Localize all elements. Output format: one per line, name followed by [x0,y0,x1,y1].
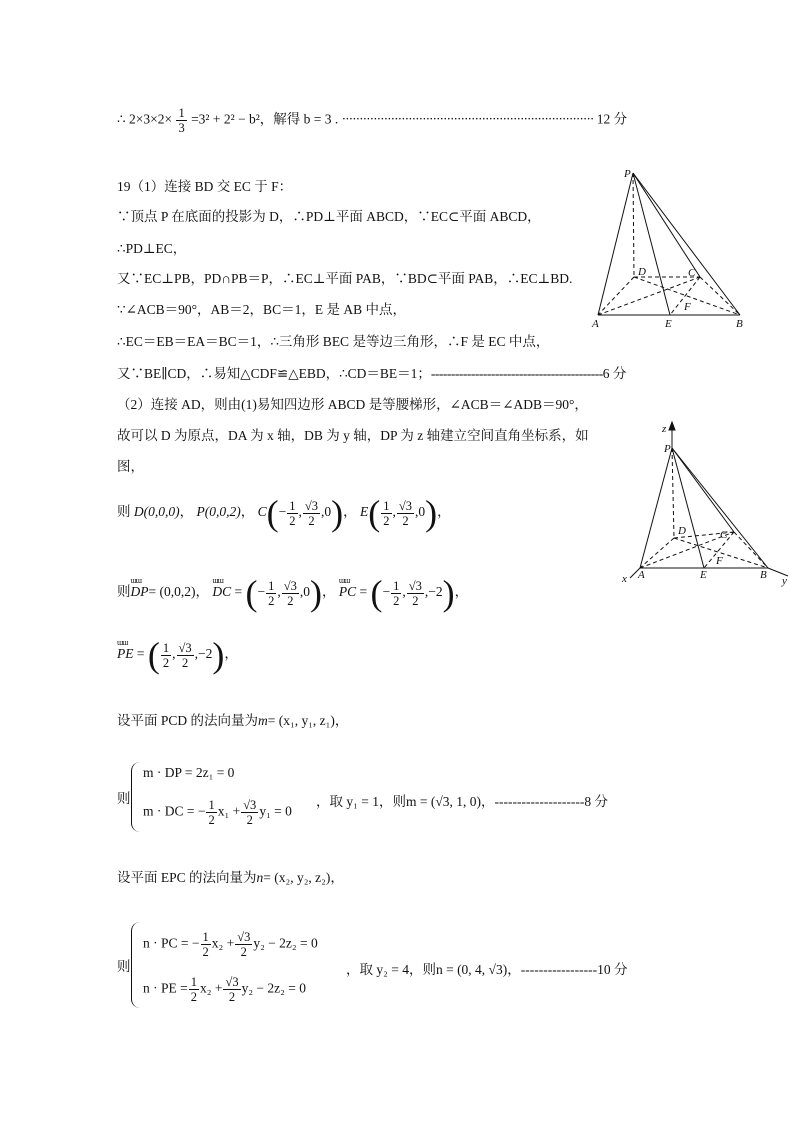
label-c: C [688,267,696,279]
edge-pa [640,448,672,568]
q19-line-7: 又∵BE∥CD，∴易知△CDF≌△EBD，∴CD＝BE＝1；-------------------------------------------6 分 [117,366,627,381]
plane-pcd-intro: 设平面 PCD 的法向量为m= (x₁, y₁, z₁)， [117,713,349,728]
label-d: D [678,525,686,537]
dotted-leader: ········································································ [341,111,594,127]
equation-line-1 [117,106,627,135]
plane-pcd-then: 则 [117,791,131,806]
label-e: E [665,318,672,330]
epc-eq-2: n · PE = $\frac{1}{2}$ x₂ + $\frac{√3}{2}$ y₂ − 2z₂ = 0 [143,975,306,1004]
label-d: D [638,266,646,278]
edge-pc [672,448,734,532]
fraction-one-third: $\frac{1}{3}$ [178,106,185,135]
q19-line-3: ∴PD⊥EC， [117,241,187,256]
edge-da [598,277,634,315]
system-brace-1 [131,762,140,832]
label-a: A [592,318,599,330]
label-b: B [760,569,767,581]
epc-result: ，取 y₂ = 4，则n = (0, 4, √3)，-----------------10 分 [346,962,628,977]
edge-pc [633,173,700,277]
eq-prefix: ∴ 2×3×2× [117,111,173,127]
axis-z-arrow [669,422,675,430]
label-p: P [624,168,631,180]
vector-pe-line: ɯɯ PE = ( $\frac{1}{2}$ , $\frac{√3}{2}$ ,−2)， [117,640,238,670]
pcd-result: ，取 y₁ = 1，则m = (√3, 1, 0)，--------------------8 分 [316,794,609,809]
score-10: 10 分 [597,962,628,977]
score-6: 6 分 [602,366,627,381]
pyramid-figure [590,165,760,335]
label-f: F [684,301,691,313]
label-z: z [662,423,667,435]
q19-p2-line-1: （2）连接 AD，则由(1)易知四边形 ABCD 是等腰梯形，∠ACB＝∠ADB＝90°， [117,397,588,412]
edge-pd [672,448,674,538]
pcd-eq-1: m · DP = 2z₁ = 0 [143,765,235,780]
vectors-line: 则ɯɯ DP= (0,0,2)， ɯɯ DC = (− $\frac{1}{2}$ , $\frac{√3}{2}$ ,0)， ɯɯ PC = (− $\frac{1}{2}$ , $\frac{√3}{2}$ ,−2)， [117,578,468,608]
label-a: A [638,569,645,581]
eq-rest: =3² + 2² − b²，解得 b = 3 . [191,111,339,127]
edge-cb [700,277,740,315]
q19-p2-line-3: 图， [117,459,144,474]
q19-line-1: 19（1）连接 BD 交 EC 于 F： [117,179,293,194]
q19-line-6: ∴EC＝EB＝EA＝BC＝1，∴三角形 BEC 是等边三角形，∴F 是 EC 中点， [117,334,550,349]
label-b: B [736,318,743,330]
label-e: E [700,569,707,581]
edge-da [640,538,674,568]
dash-leader: ----------------- [520,962,598,977]
edge-pe [633,173,670,315]
label-p: P [664,443,671,455]
label-y: y [782,575,787,587]
q19-line-4: 又∵EC⊥PB，PD∩PB＝P，∴EC⊥平面 PAB，∵BD⊂平面 PAB，∴EC⊥BD. [117,271,573,286]
plane-epc-then: 则 [117,959,131,974]
q19-line-2: ∵顶点 P 在底面的投影为 D，∴PD⊥平面 ABCD，∵EC⊂平面 ABCD， [117,209,541,224]
coordinate-figure [618,420,794,592]
edge-pa [598,173,633,315]
score-12: 12 分 [596,111,628,127]
pcd-eq-2: m · DC = − $\frac{1}{2}$ x₁ + $\frac{√3}{2}$ y₁ = 0 [143,798,292,827]
dash-leader: ------------------------------------------- [430,366,603,381]
plane-epc-intro: 设平面 EPC 的法向量为n= (x₂, y₂, z₂)， [117,870,344,885]
system-brace-2 [131,922,140,1008]
q19-p2-line-2: 故可以 D 为原点，DA 为 x 轴，DB 为 y 轴，DP 为 z 轴建立空间直角坐标系，如 [117,428,589,443]
coords-line: 则 D(0,0,0)， P(0,0,2)， C(− $\frac{1}{2}$ , $\frac{√3}{2}$ ,0)， E( $\frac{1}{2}$ , $\frac{√3}{2}$ ,0)， [117,493,451,533]
label-x: x [622,573,627,585]
epc-eq-1: n · PC = − $\frac{1}{2}$ x₂ + $\frac{√3}{2}$ y₂ − 2z₂ = 0 [143,930,318,959]
label-f: F [716,555,723,567]
score-8: 8 分 [584,794,609,809]
edge-pd [633,173,634,277]
dash-leader: -------------------- [494,794,585,809]
q19-line-5: ∵∠ACB＝90°，AB＝2，BC＝1，E 是 AB 中点， [117,302,406,317]
label-c: C [720,529,728,541]
